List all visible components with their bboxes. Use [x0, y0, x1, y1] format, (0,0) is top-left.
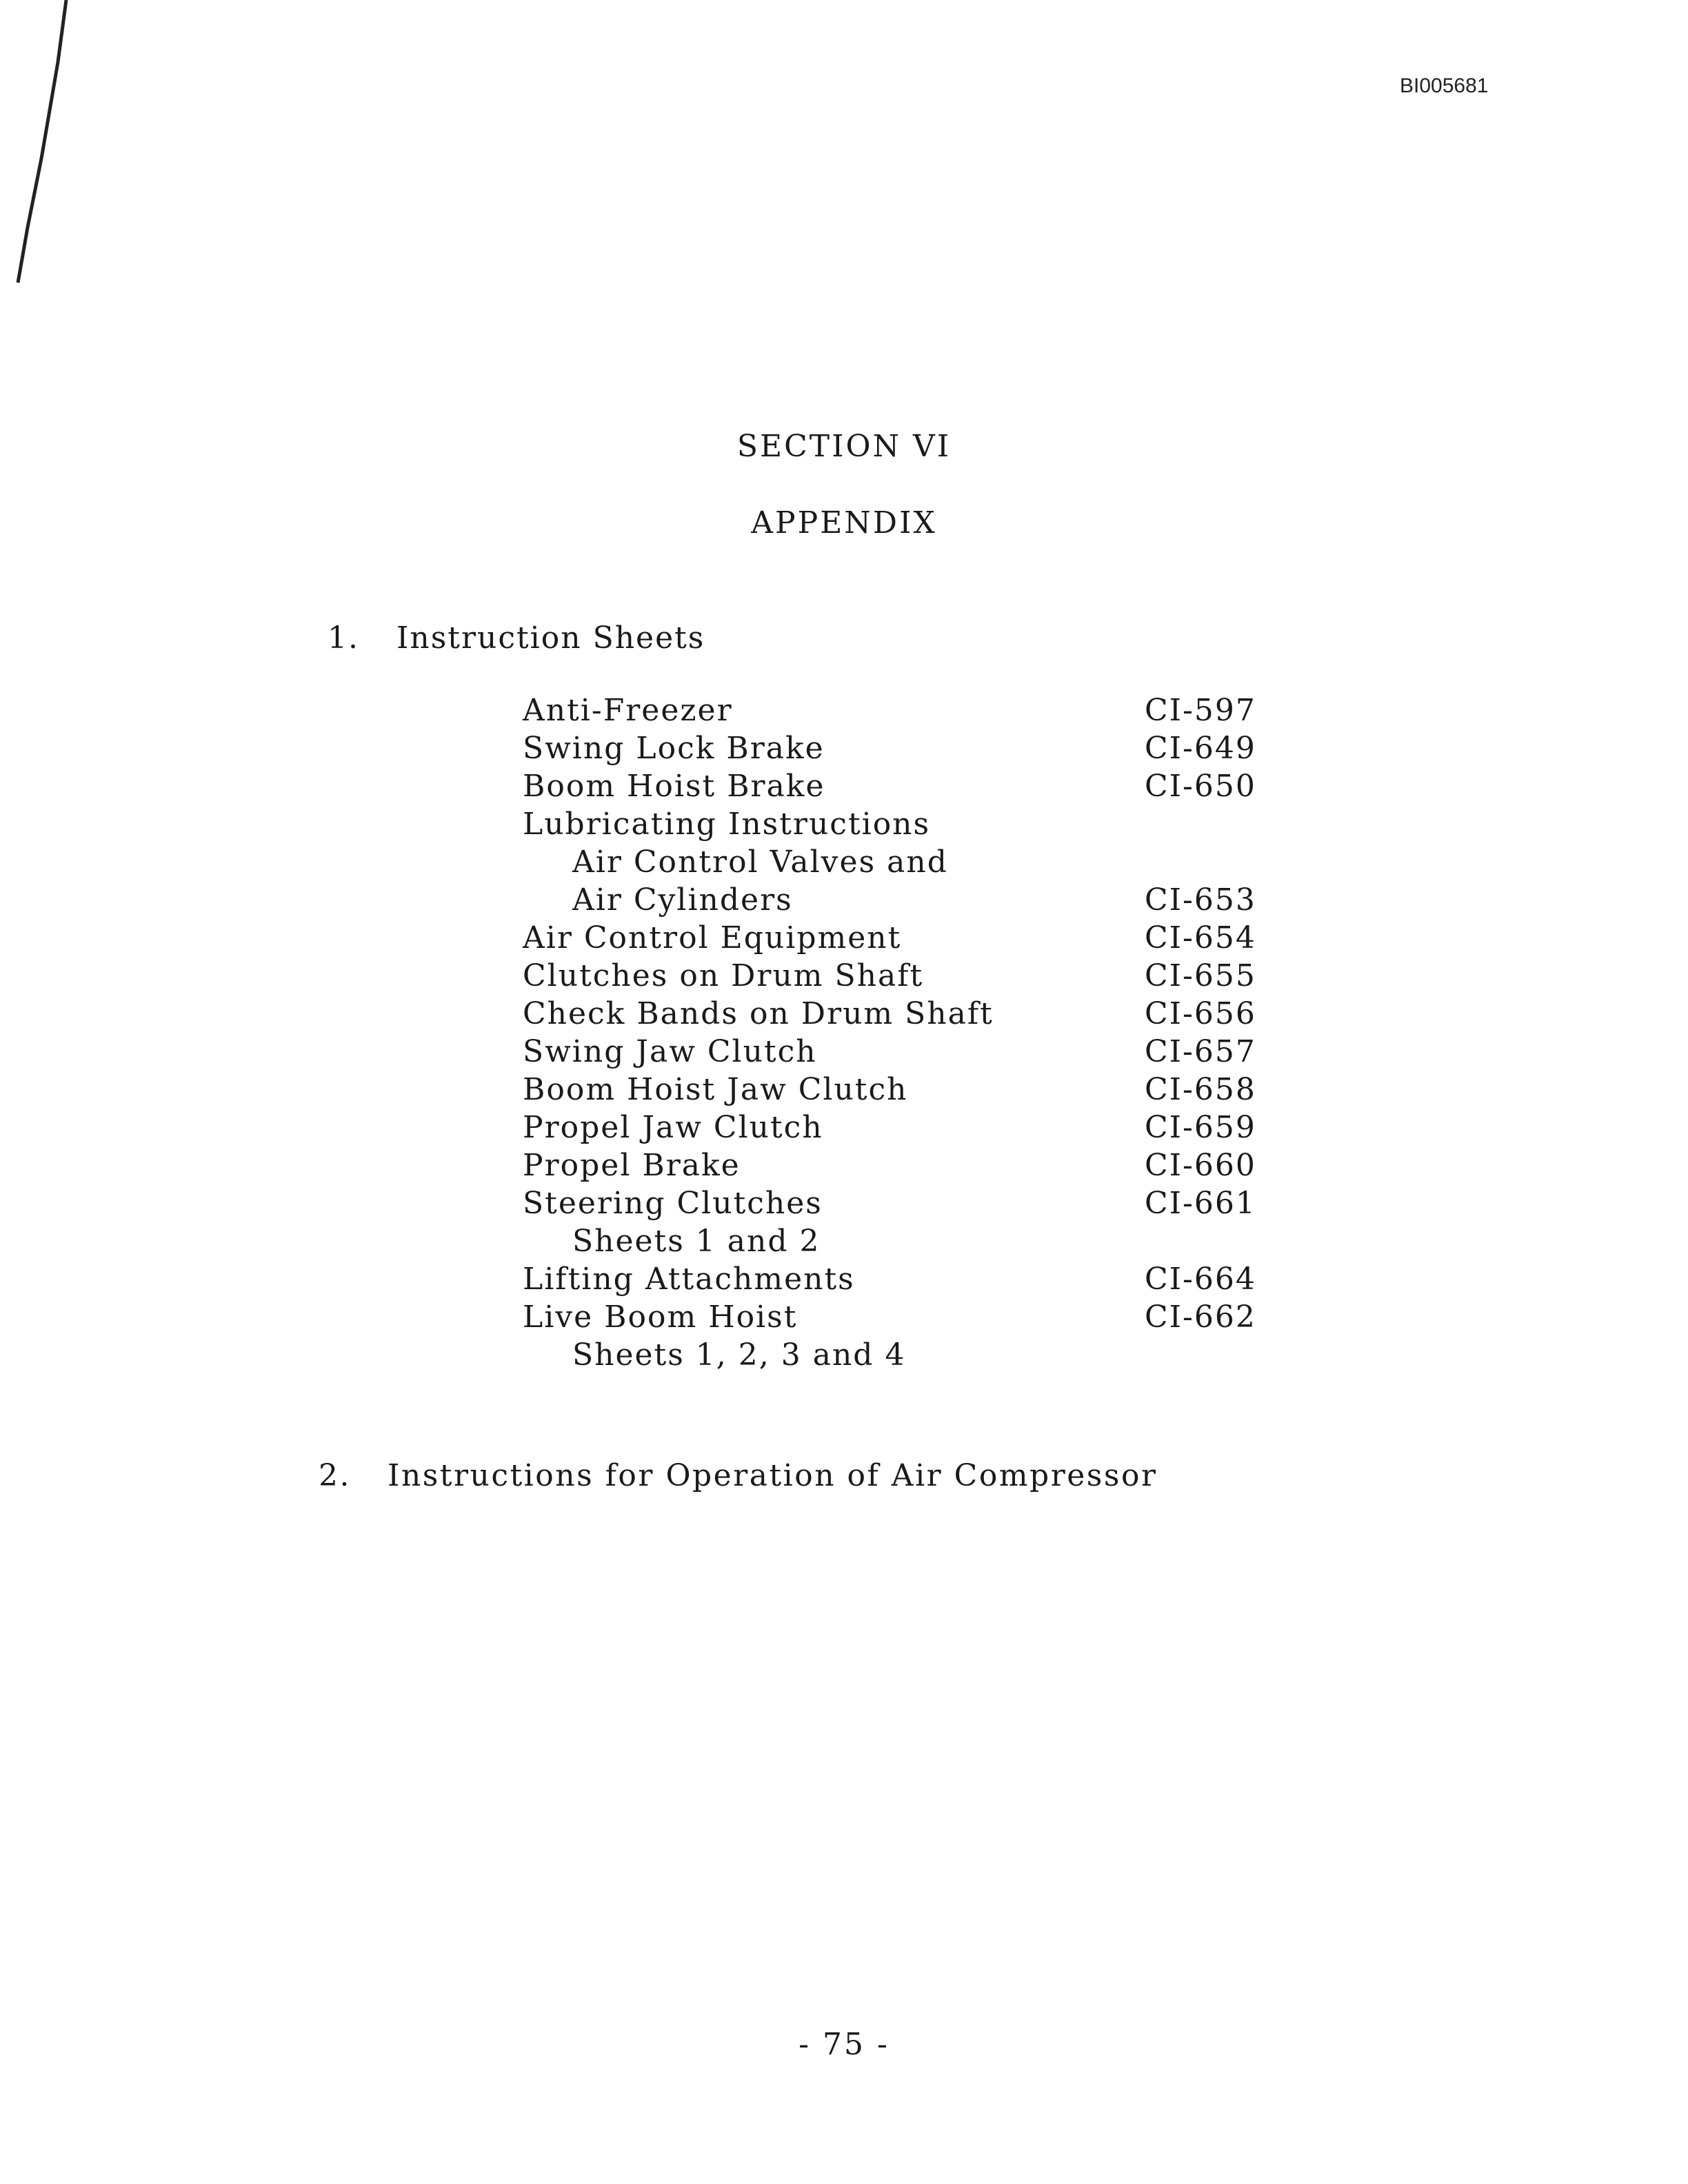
list-item: [0, 693, 1688, 731]
entry-code: CI-655: [1145, 958, 1256, 993]
list-item: [0, 769, 1688, 807]
entry-code: CI-659: [1145, 1110, 1256, 1145]
entry-title: Sheets 1, 2, 3 and 4: [572, 1337, 906, 1373]
appendix-title: APPENDIX: [751, 505, 937, 540]
entry-title: Sheets 1 and 2: [572, 1224, 821, 1259]
list-item: [0, 1186, 1688, 1224]
entry-title: Air Cylinders: [572, 882, 793, 918]
list-item: [0, 958, 1688, 996]
page-number: - 75 -: [798, 2027, 890, 2062]
section-title: SECTION VI: [736, 429, 952, 464]
entry-code: CI-662: [1145, 1300, 1256, 1335]
entry-title: Live Boom Hoist: [523, 1300, 798, 1335]
entry-code: CI-654: [1145, 920, 1256, 956]
entry-title: Swing Lock Brake: [523, 731, 825, 766]
entry-code: CI-664: [1145, 1262, 1256, 1297]
scan-margin-line: [0, 0, 97, 303]
list-item-number: 2.: [319, 1458, 351, 1493]
list-item: [0, 920, 1688, 958]
document-id: BI005681: [1400, 74, 1489, 97]
list-item-air-compressor: [319, 1458, 1157, 1493]
entry-code: CI-658: [1145, 1072, 1256, 1107]
entry-code: CI-653: [1145, 882, 1256, 918]
entry-code: CI-649: [1145, 731, 1256, 766]
entry-code: CI-657: [1145, 1034, 1256, 1069]
entry-title: Lifting Attachments: [523, 1262, 855, 1297]
entry-title: Propel Brake: [523, 1148, 741, 1183]
list-item: [0, 1300, 1688, 1337]
entry-title: Propel Jaw Clutch: [523, 1110, 823, 1145]
list-item: [0, 1262, 1688, 1300]
entry-title: Steering Clutches: [523, 1186, 823, 1221]
entry-code: CI-656: [1145, 996, 1256, 1031]
list-item: [0, 1148, 1688, 1186]
entry-code: CI-650: [1145, 769, 1256, 804]
entry-code: CI-660: [1145, 1148, 1256, 1183]
list-item: [0, 1034, 1688, 1072]
list-item: [0, 845, 1688, 882]
entry-title: Clutches on Drum Shaft: [523, 958, 924, 993]
list-item-label: Instructions for Operation of Air Compressor: [388, 1458, 1158, 1493]
list-item: [0, 807, 1688, 845]
entry-title: Anti-Freezer: [523, 693, 733, 728]
entry-title: Boom Hoist Brake: [523, 769, 825, 804]
list-item: [0, 996, 1688, 1034]
entry-title: Check Bands on Drum Shaft: [523, 996, 994, 1031]
entry-code: CI-597: [1145, 693, 1256, 728]
entry-code: CI-661: [1145, 1186, 1256, 1221]
entry-title: Air Control Equipment: [523, 920, 902, 956]
list-item: [0, 882, 1688, 920]
entry-title: Lubricating Instructions: [523, 807, 931, 842]
entry-title: Swing Jaw Clutch: [523, 1034, 817, 1069]
list-item: [0, 1337, 1688, 1375]
instruction-sheet-list: [0, 693, 1688, 1375]
list-item-instruction-sheets: [328, 620, 705, 656]
entry-title: Air Control Valves and: [572, 845, 948, 880]
list-item: [0, 1072, 1688, 1110]
list-item: [0, 1110, 1688, 1148]
list-item: [0, 1224, 1688, 1262]
list-item-label: Instruction Sheets: [396, 620, 705, 656]
list-item-number: 1.: [328, 620, 359, 656]
list-item: [0, 731, 1688, 769]
entry-title: Boom Hoist Jaw Clutch: [523, 1072, 908, 1107]
